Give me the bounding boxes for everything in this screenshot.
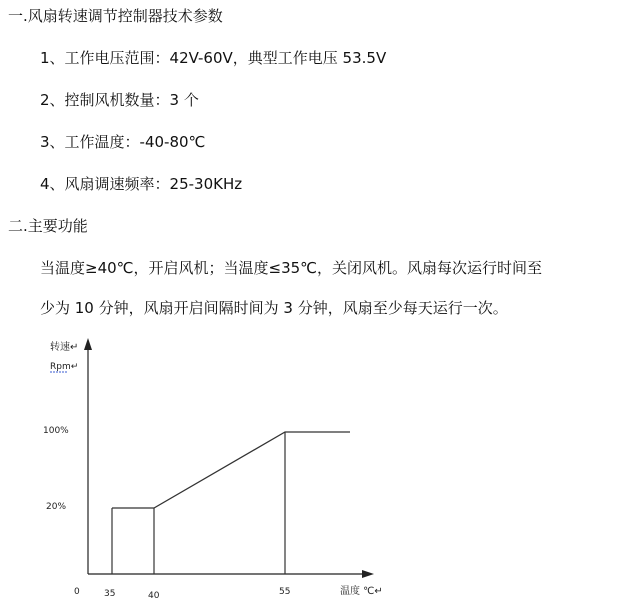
fan-speed-chart [30,332,400,604]
y-axis-label-line-1: 转速↵ [50,342,79,353]
y-tick-100: 100% [43,426,69,436]
x-tick-55: 55 [279,587,291,597]
spec-item-fan-count: 2、控制风机数量：3 个 [40,91,199,109]
y-axis-arrow [84,338,92,350]
function-paragraph-line-1: 当温度≥40℃，开启风机；当温度≤35℃，关闭风机。风扇每次运行时间至 [40,259,543,277]
section1-title: 一.风扇转速调节控制器技术参数 [8,7,223,25]
x-tick-35: 35 [104,589,116,599]
x-tick-0: 0 [74,587,80,597]
fan-speed-series-line [112,432,350,508]
spec-item-frequency: 4、风扇调速频率：25-30KHz [40,175,243,193]
x-axis-arrow [362,570,374,578]
x-tick-40: 40 [148,591,160,601]
spec-item-voltage: 1、工作电压范围：42V-60V，典型工作电压 53.5V [40,49,387,67]
section2-title: 二.主要功能 [8,217,88,235]
spec-item-temperature: 3、工作温度：-40-80℃ [40,133,206,151]
y-axis-label-line-2: Rpm↵ [50,362,79,372]
y-tick-20: 20% [46,502,67,512]
x-axis-label: 温度 ℃↵ [340,586,383,597]
function-paragraph-line-2: 少为 10 分钟，风扇开启间隔时间为 3 分钟，风扇至少每天运行一次。 [40,299,508,317]
